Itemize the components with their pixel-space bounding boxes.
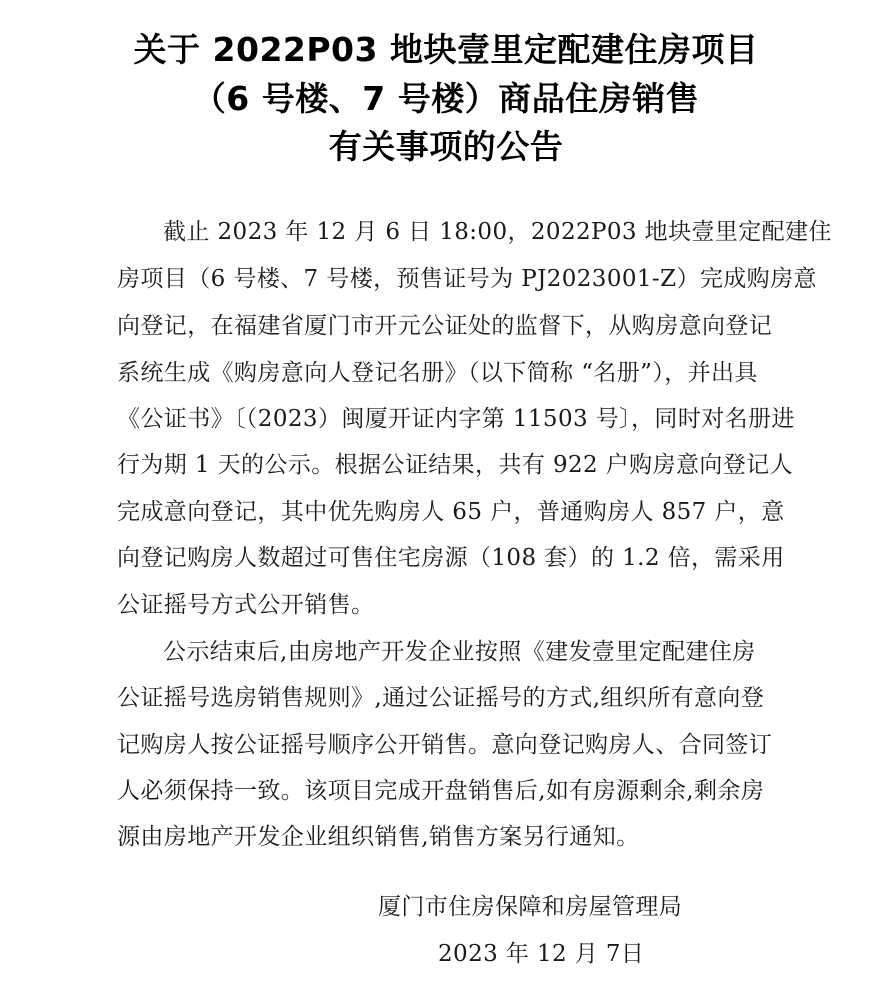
paragraph-1-line: 《公证书》〔（2023）闽厦开证内字第 11503 号〕，同时对名册进 <box>117 406 795 432</box>
paragraph-2-line: 记购房人按公证摇号顺序公开销售。意向登记购房人、合同签订 <box>117 732 773 758</box>
paragraph-1-line: 房项目（6 号楼、7 号楼，预售证号为 PJ2023001-Z）完成购房意 <box>117 266 817 292</box>
paragraph-1-line: 完成意向登记，其中优先购房人 65 户，普通购房人 857 户，意 <box>117 499 785 525</box>
paragraph-2-line: 公示结束后,由房地产开发企业按照《建发壹里定配建住房 <box>163 639 756 665</box>
paragraph-2-line: 公证摇号选房销售规则》,通过公证摇号的方式,组织所有意向登 <box>117 685 765 711</box>
signature-date: 2023 年 12 月 7日 <box>438 941 645 967</box>
paragraph-1-line: 公证摇号方式公开销售。 <box>117 592 375 618</box>
paragraph-2-line: 源由房地产开发企业组织销售,销售方案另行通知。 <box>117 824 640 850</box>
title-line-3: 有关事项的公告 <box>328 127 564 166</box>
title-line-2: （6 号楼、7 号楼）商品住房销售 <box>192 79 700 118</box>
paragraph-1-line: 系统生成《购房意向人登记名册》（以下简称 “名册”），并出具 <box>117 360 758 386</box>
paragraph-1-line: 向登记购房人数超过可售住宅房源（108 套）的 1.2 倍，需采用 <box>117 545 785 571</box>
paragraph-1-line: 截止 2023 年 12 月 6 日 18:00，2022P03 地块壹里定配建住 <box>163 219 832 245</box>
paragraph-1-line: 向登记，在福建省厦门市开元公证处的监督下，从购房意向登记 <box>117 313 773 339</box>
signature-organization: 厦门市住房保障和房屋管理局 <box>378 894 683 920</box>
paragraph-1-line: 行为期 1 天的公示。根据公证结果，共有 922 户购房意向登记人 <box>117 452 793 478</box>
paragraph-2-line: 人必须保持一致。该项目完成开盘销售后,如有房源剩余,剩余房 <box>117 778 765 804</box>
title-line-1: 关于 2022P03 地块壹里定配建住房项目 <box>133 30 759 69</box>
